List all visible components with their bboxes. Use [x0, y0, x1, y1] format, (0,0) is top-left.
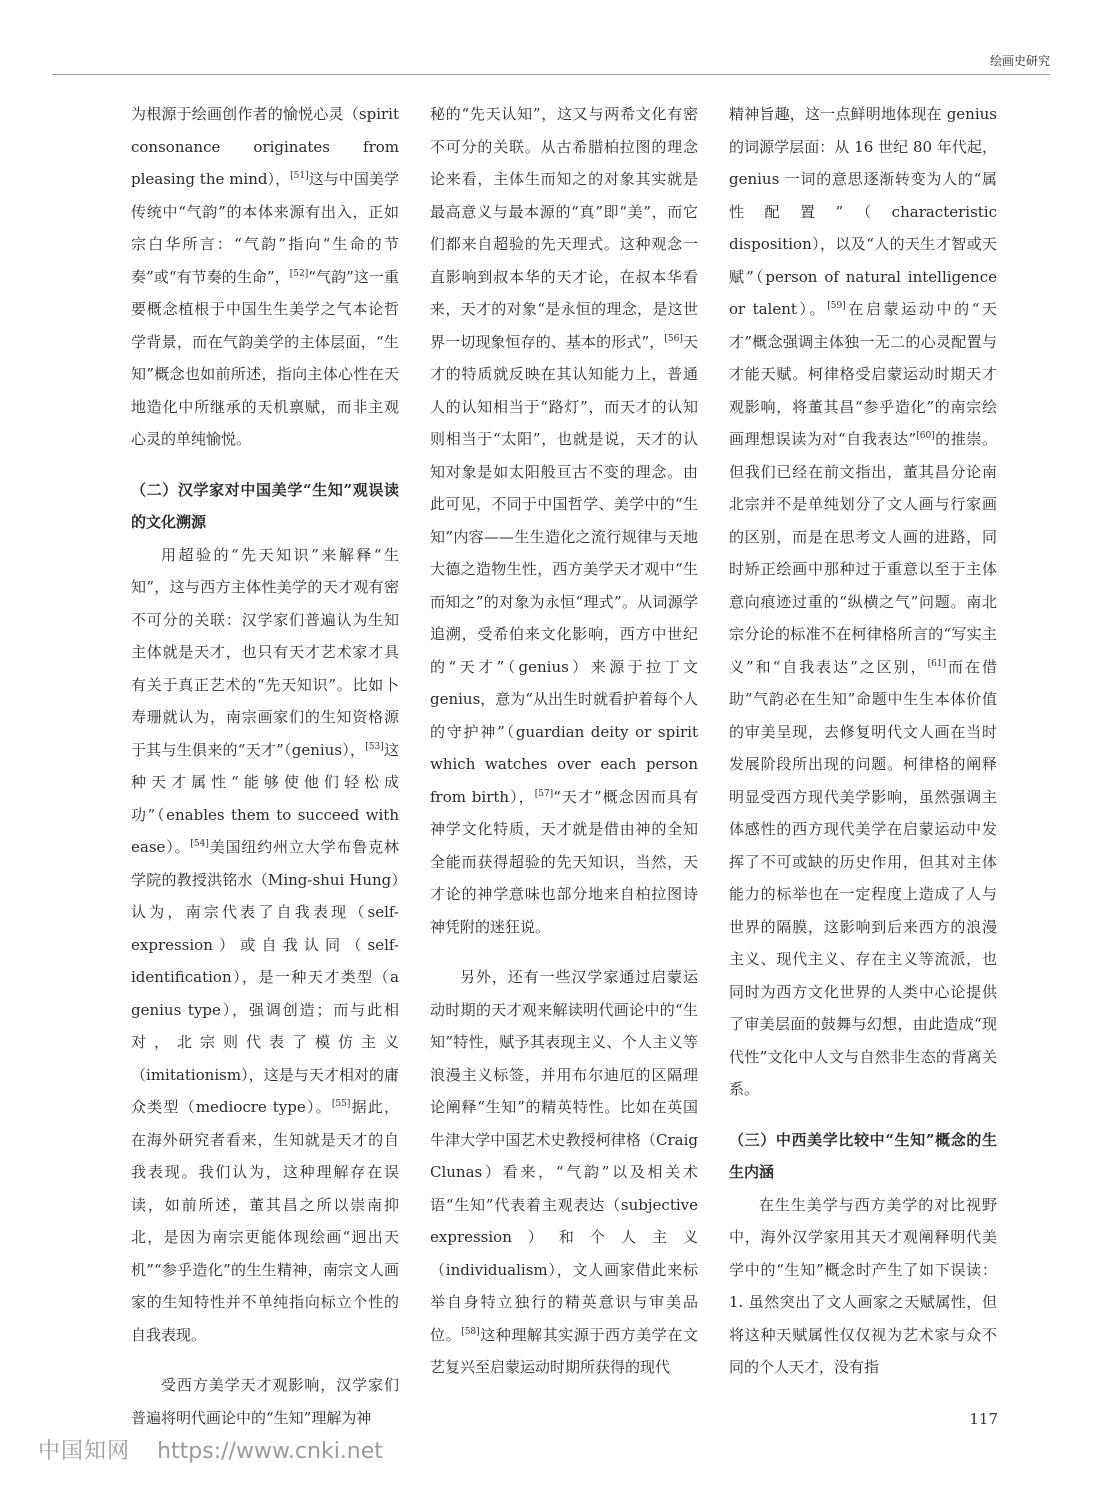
- section-heading: （三）中西美学比较中“生知”概念的生生内涵: [729, 1130, 997, 1181]
- paragraph: 受西方美学天才观影响，汉学家们普遍将明代画论中的“生知”理解为神: [131, 1376, 399, 1427]
- citation-marker: [51]: [290, 171, 309, 181]
- citation-marker: [58]: [461, 1326, 480, 1337]
- page-number: 117: [969, 1410, 998, 1428]
- citation-marker: [54]: [190, 839, 209, 849]
- section-heading: （二）汉学家对中国美学“生知”观误读的文化溯源: [131, 480, 399, 531]
- text-column-1: [131, 98, 399, 1434]
- paragraph: 另外，还有一些汉学家通过启蒙运动时期的天才观来解读明代画论中的“生知”特性，赋予其表现主义、个人主义等浪漫主义标签，并用布尔迪厄的区隔理论阐释“生知”的精英特性。比如在英国牛津大学中国艺术史教授柯律格（Craig Clunas）看来，“气韵”以及相关术语“生知”代表着主观表达（subjective expression）和个人主义（individualism），文人画家借此来标举自身特立独行的精英意识与审美品位。[58]这种理解其实源于西方美学在文艺复兴至启蒙运动时期所获得的现代: [430, 968, 698, 1376]
- citation-marker: [57]: [534, 788, 554, 799]
- cnki-brand: 中国知网: [38, 1439, 131, 1464]
- text-column-2: [430, 98, 698, 1384]
- paragraph: 为根源于绘画创作者的愉悦心灵（spirit consonance originates from pleasing the mind），[51]这与中国美学传统中“气韵”的本体来源有出入，正如宗白华所言：“气韵”指向“生命的节奏”或“有节奏的生命”，[52]“气韵”这一重要概念植根于中国生生美学之气本论哲学背景，而在气韵美学的主体层面，“生知”概念也如前所述，指向主体心性在天地造化中所继承的天机禀赋，而非主观心灵的单纯愉悦。: [131, 105, 399, 448]
- header-rule: [52, 74, 1050, 75]
- citation-marker: [55]: [331, 1099, 351, 1109]
- citation-marker: [61]: [927, 658, 947, 669]
- paragraph: 用超验的“先天知识”来解释“生知”，这与西方主体性美学的天才观有密不可分的关联：汉学家们普遍认为生知主体就是天才，也只有天才艺术家才具有关于真正艺术的“先天知识”。比如卜寿珊就认为，南宗画家们的生知资格源于其与生俱来的“天才”（genius），[53]这种天才属性“能够使他们轻松成功”（enables them to succeed with ease）。[54]美国纽约州立大学布鲁克林学院的教授洪铭水（Ming-shui Hung）认为，南宗代表了自我表现（self-expression）或自我认同（self-identification），是一种天才类型（a genius type），强调创造；而与此相对，北宗则代表了模仿主义（imitationism），这是与天才相对的庸众类型（mediocre type）。[55]据此，在海外研究者看来，生知就是天才的自我表现。我们认为，这种理解存在误读，如前所述，董其昌之所以崇南抑北，是因为南宗更能体现绘画“迥出天机”“参乎造化”的生生精神，南宗文人画家的生知特性并不单纯指向标立个性的自我表现。: [131, 545, 399, 1344]
- journal-running-head: 绘画史研究: [989, 54, 1050, 68]
- citation-marker: [52]: [289, 268, 309, 279]
- paragraph: 秘的“先天认知”，这又与两希文化有密不可分的关联。从古希腊柏拉图的理念论来看，主体生而知之的对象其实就是最高意义与最本源的“真”即“美”，而它们都来自超验的先天理式。这种观念一直影响到叔本华的天才论，在叔本华看来，天才的对象“是永恒的理念，是这世界一切现象恒存的、基本的形式”，[56]天才的特质就反映在其认知能力上，普通人的认知相当于“路灯”，而天才的认知则相当于“太阳”，也就是说，天才的认知对象是如太阳般亘古不变的理念。由此可见，不同于中国哲学、美学中的“生知”内容——生生造化之流行规律与天地大德之造物生性，西方美学天才观中“生而知之”的对象为永恒“理式”。从词源学追溯，受希伯来文化影响，西方中世纪的“天才”（genius）来源于拉丁文 genius，意为“从出生时就看护着每个人的守护神”（guardian deity or spirit which watches over each person from birth），[57]“天才”概念因而具有神学文化特质，天才就是借由神的全知全能而获得超验的先天知识，当然，天才论的神学意味也部分地来自柏拉图诗神凭附的迷狂说。: [430, 105, 698, 936]
- citation-marker: [59]: [827, 301, 846, 311]
- citation-marker: [60]: [916, 431, 935, 441]
- text-column-3: [729, 98, 997, 1384]
- footer-watermark: [38, 1434, 383, 1465]
- cnki-url[interactable]: https://www.cnki.net: [157, 1439, 383, 1464]
- citation-marker: [53]: [365, 741, 384, 752]
- paragraph: 在生生美学与西方美学的对比视野中，海外汉学家用其天才观阐释明代美学中的“生知”概念时产生了如下误读：1. 虽然突出了文人画家之天赋属性，但将这种天赋属性仅仅视为艺术家与众不同的个人天才，没有指: [729, 1195, 997, 1376]
- citation-marker: [56]: [664, 333, 683, 344]
- paragraph: 精神旨趣，这一点鲜明地体现在 genius 的词源学层面：从 16 世纪 80 年代起，genius 一词的意思逐渐转变为人的“属性配置”（characteristic disposition），以及“人的天生才智或天赋”（person of natural intelligence or talent）。[59]在启蒙运动中的“天才”概念强调主体独一无二的心灵配置与才能天赋。柯律格受启蒙运动时期天才观影响，将董其昌“参乎造化”的南宗绘画理想误读为对“自我表达”[60]的推崇。但我们已经在前文指出，董其昌分论南北宗并不是单纯划分了文人画与行家画的区别，而是在思考文人画的进路，同时矫正绘画中那种过于重意以至于主体意向痕迹过重的“纵横之气”问题。南北宗分论的标准不在柯律格所言的“写实主义”和“自我表达”之区别，[61]而在借助“气韵必在生知”命题中生生本体价值的审美呈现，去修复明代文人画在当时发展阶段所出现的问题。柯律格的阐释明显受西方现代美学影响，虽然强调主体感性的西方现代美学在启蒙运动中发挥了不可或缺的历史作用，但其对主体能力的标举也在一定程度上造成了人与世界的隔膜，这影响到后来西方的浪漫主义、现代主义、存在主义等流派，也同时为西方文化世界的人类中心论提供了审美层面的鼓舞与幻想，由此造成“现代性”文化中人文与自然非生态的背离关系。: [729, 105, 997, 1098]
